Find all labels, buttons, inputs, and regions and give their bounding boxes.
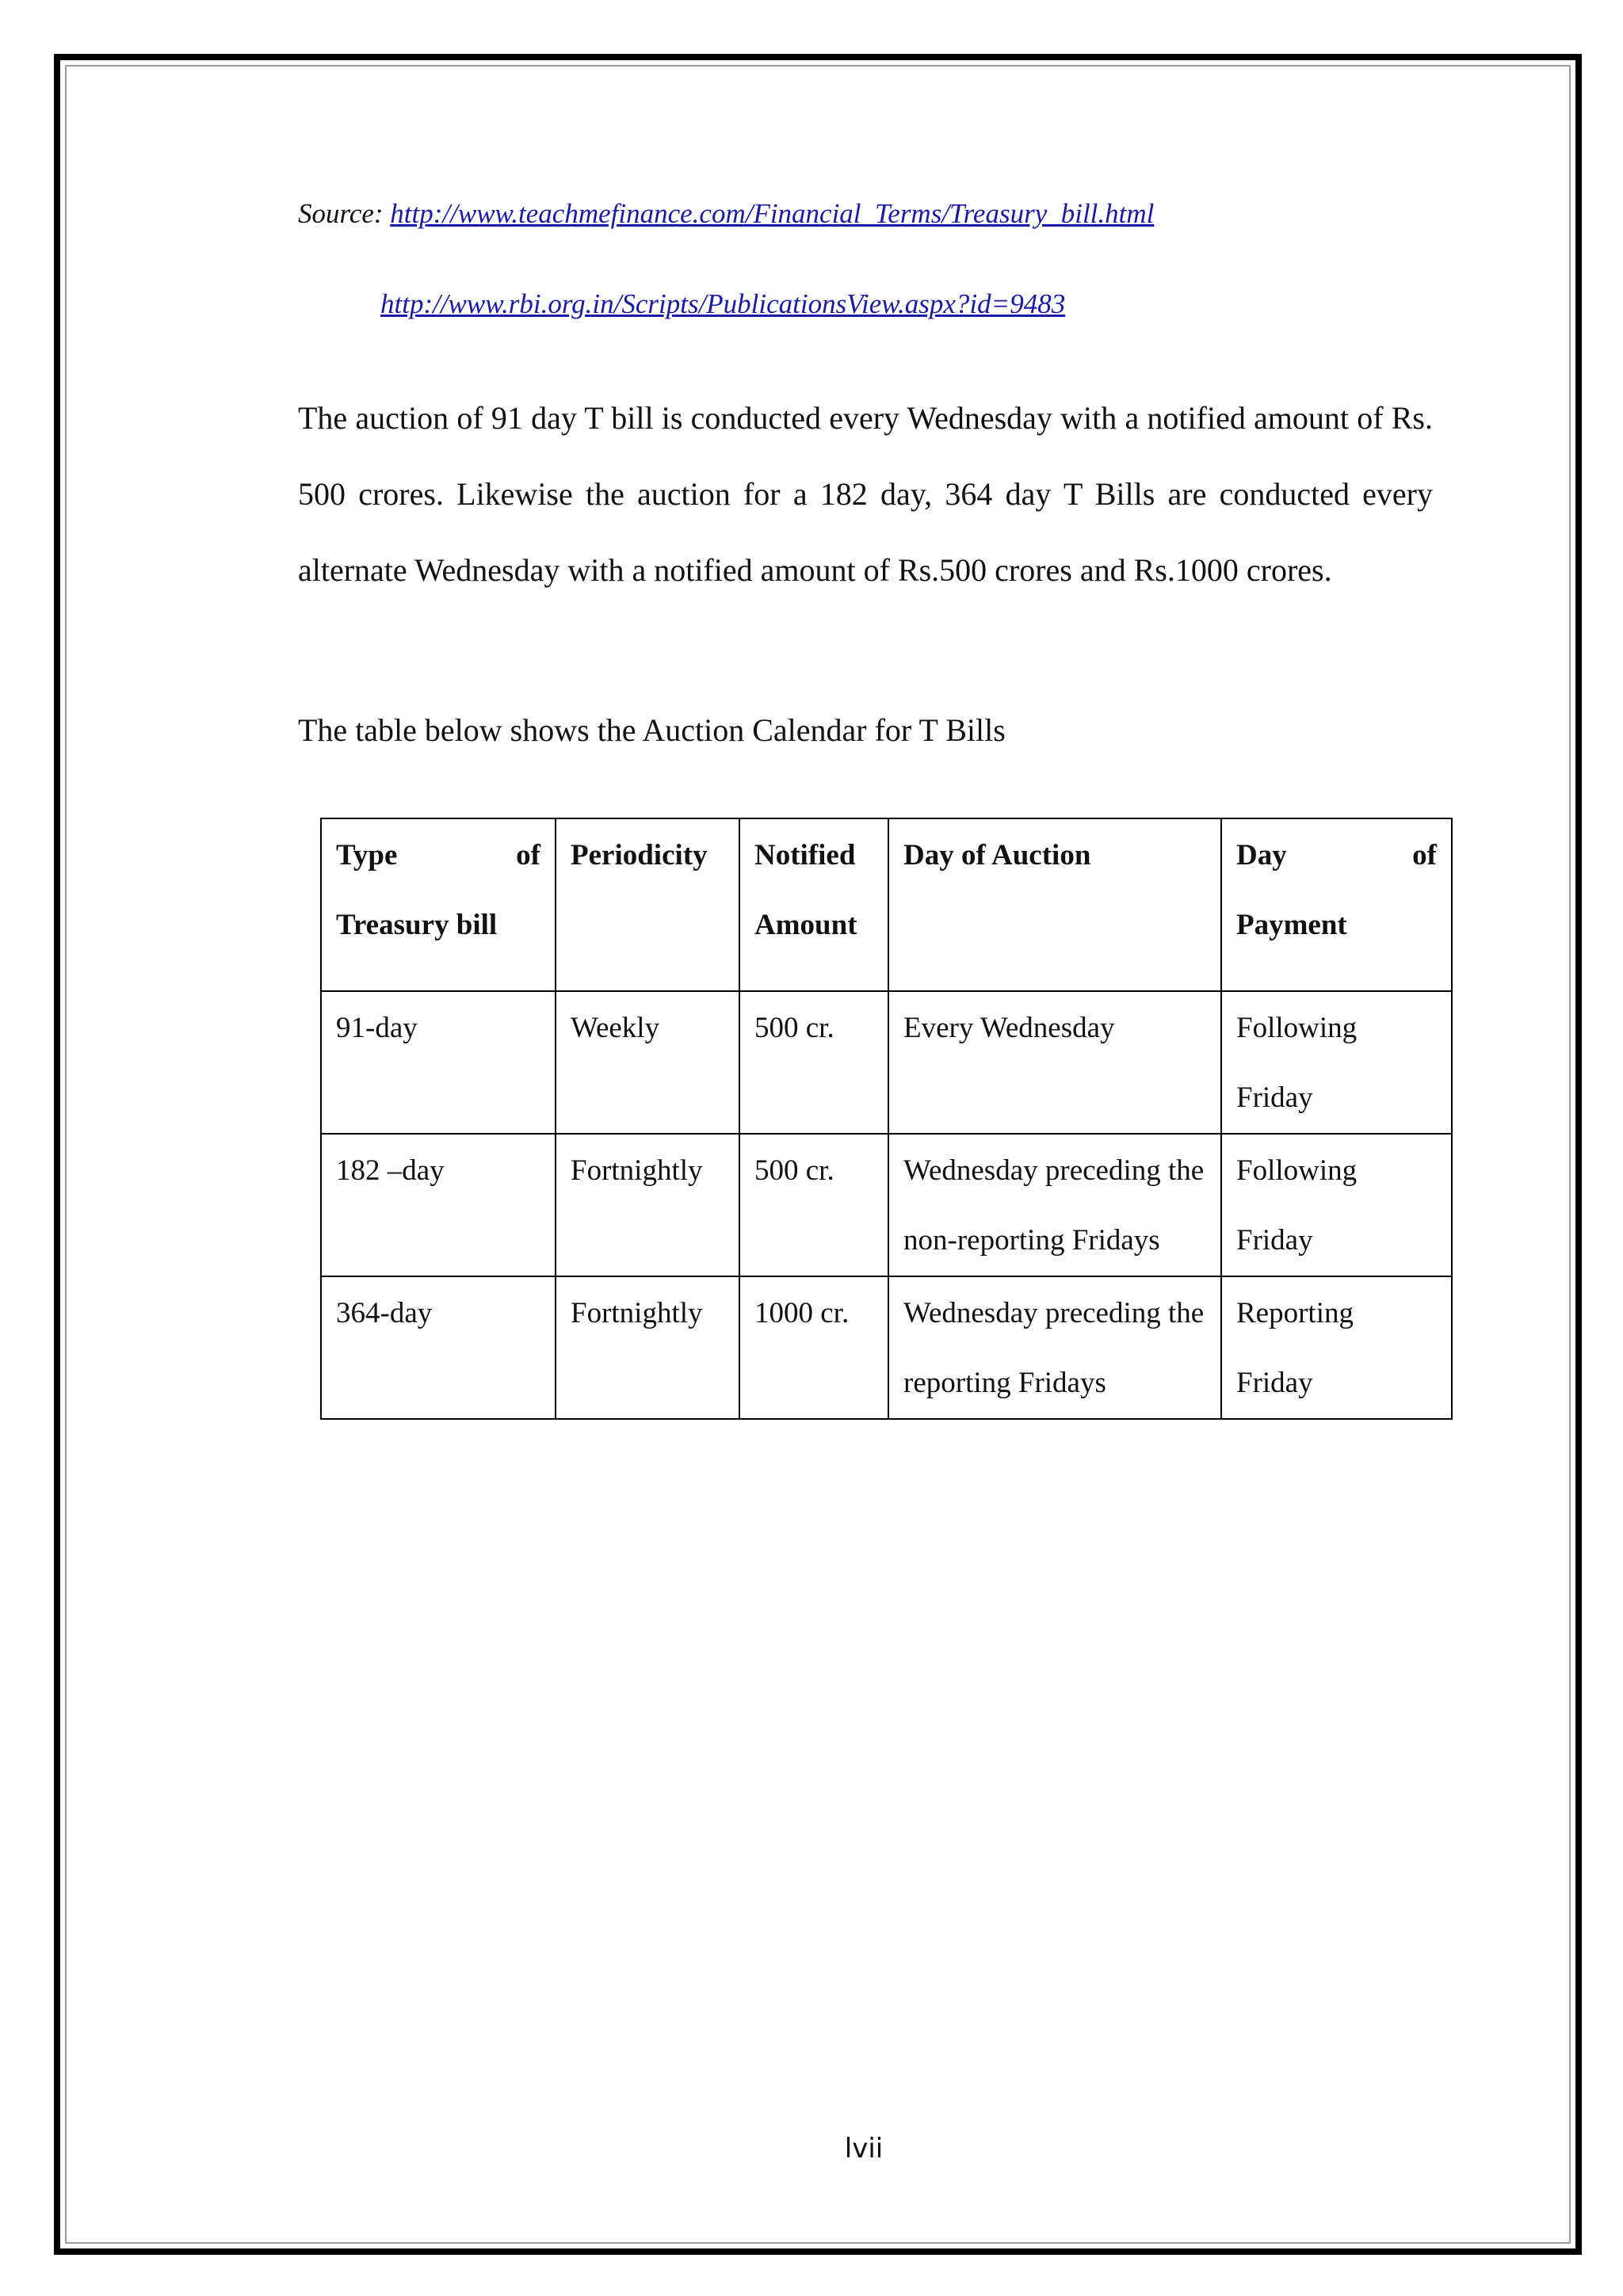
- cell-auction-day: Wednesday preceding the reporting Fridays: [888, 1276, 1221, 1419]
- header-amount: [739, 818, 888, 991]
- header-payment-line1: Day of: [1236, 839, 1437, 871]
- cell-type: 182 –day: [321, 1134, 556, 1276]
- source-line: [298, 198, 1154, 230]
- source-link-rbi[interactable]: http://www.rbi.org.in/Scripts/PublicationsView.aspx?id=9483: [380, 288, 1066, 319]
- cell-auction-day: Every Wednesday: [888, 991, 1221, 1134]
- header-periodicity: Periodicity: [556, 818, 739, 991]
- cell-payment-day: Following Friday: [1221, 1134, 1452, 1276]
- cell-type: 91-day: [321, 991, 556, 1134]
- header-type: [321, 818, 556, 991]
- header-type-line2: Treasury bill: [336, 909, 498, 941]
- cell-payment-day: Reporting Friday: [1221, 1276, 1452, 1419]
- cell-amount: 1000 cr.: [739, 1276, 888, 1419]
- cell-periodicity: Fortnightly: [556, 1134, 739, 1276]
- header-type-line1: Type of: [336, 839, 540, 871]
- body-paragraph: The auction of 91 day T bill is conducted every Wednesday with a notified amount of Rs. 500 crores. Likewise the auction for a 182 day, 364 day T Bills are conducted every alternate Wednesday with a notified amount of Rs.500 crores and Rs.1000 crores.: [298, 400, 1433, 588]
- auction-calendar-table: [320, 818, 1453, 1420]
- cell-type: 364-day: [321, 1276, 556, 1419]
- source-link-teachmefinance[interactable]: http://www.teachmefinance.com/Financial_Terms/Treasury_bill.html: [390, 198, 1155, 229]
- header-amount-line1: Notified: [754, 839, 856, 871]
- cell-amount: 500 cr.: [739, 991, 888, 1134]
- table-row: [321, 991, 1452, 1134]
- cell-auction-day: Wednesday preceding the non-reporting Fridays: [888, 1134, 1221, 1276]
- header-payment-day: [1221, 818, 1452, 991]
- source-line-2: [380, 288, 1065, 320]
- cell-payment-day: Following Friday: [1221, 991, 1452, 1134]
- cell-periodicity: Fortnightly: [556, 1276, 739, 1419]
- cell-amount: 500 cr.: [739, 1134, 888, 1276]
- header-payment-line2: Payment: [1236, 909, 1347, 941]
- table-intro: The table below shows the Auction Calendar for T Bills: [298, 712, 1006, 748]
- header-amount-line2: Amount: [754, 909, 857, 941]
- header-auction-day: Day of Auction: [888, 818, 1221, 991]
- table-row: [321, 1276, 1452, 1419]
- table-header-row: [321, 818, 1452, 991]
- page-number: lvii: [844, 2133, 884, 2164]
- cell-periodicity: Weekly: [556, 991, 739, 1134]
- source-label: Source:: [298, 198, 384, 229]
- table-row: [321, 1134, 1452, 1276]
